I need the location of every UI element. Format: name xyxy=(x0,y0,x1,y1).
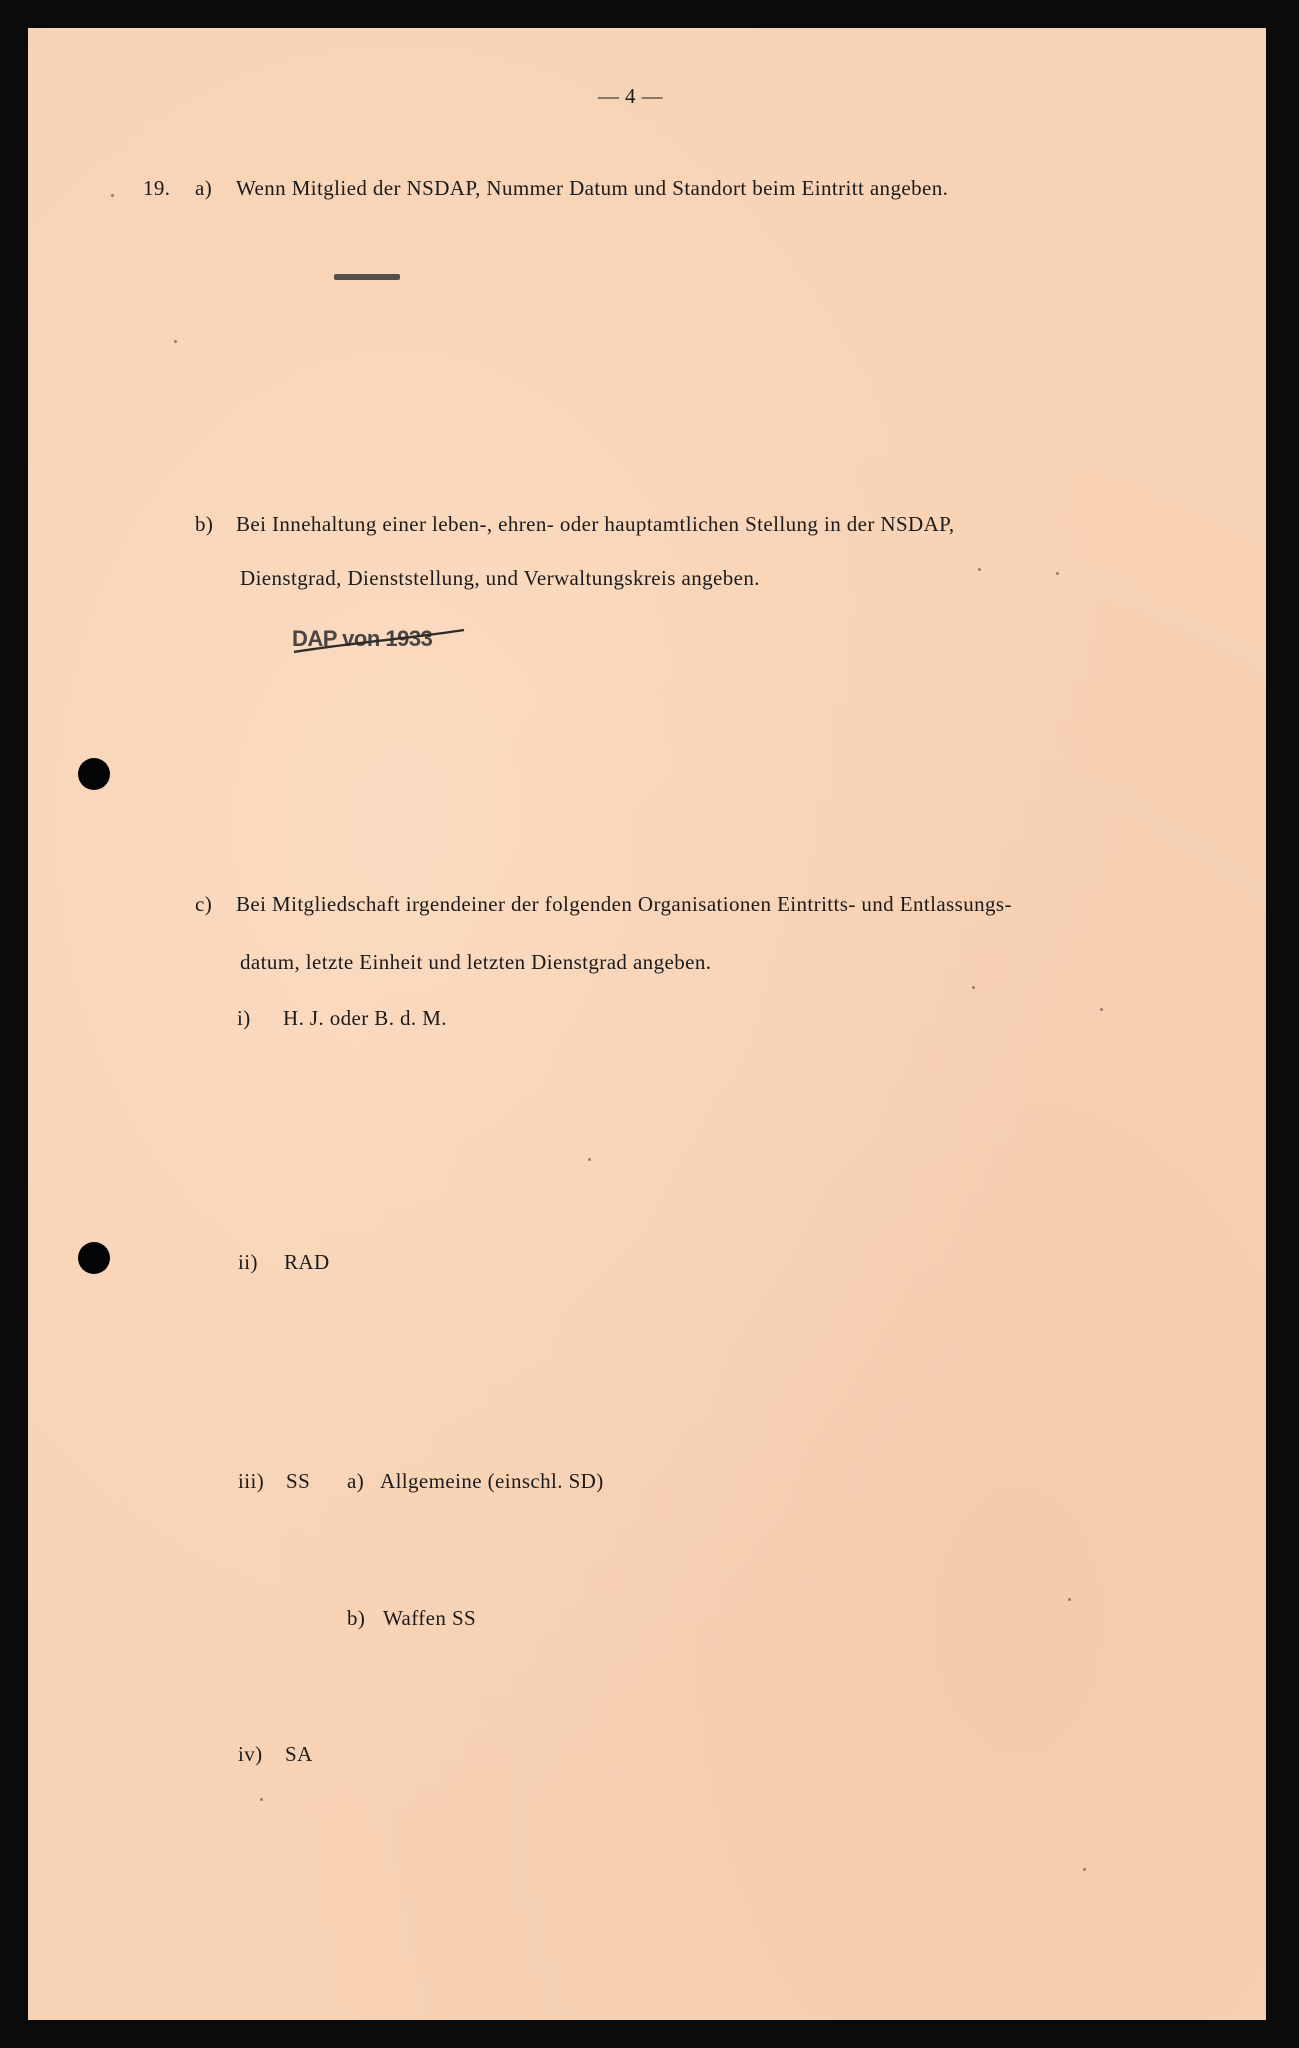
question-b-line1: Bei Innehaltung einer leben-, ehren- oder hauptamtlichen Stellung in der NSDAP, xyxy=(236,512,955,536)
punch-hole-top xyxy=(78,758,110,790)
paper-speck xyxy=(1068,1598,1071,1601)
paper-speck xyxy=(260,1798,263,1801)
question-b-line2: Dienstgrad, Dienststellung, und Verwaltungskreis angeben. xyxy=(240,566,760,590)
paper-speck xyxy=(1083,1868,1086,1871)
item-iv-text: SA xyxy=(285,1742,313,1766)
paper-speck xyxy=(588,1158,591,1161)
item-i-text: H. J. oder B. d. M. xyxy=(283,1006,447,1030)
item-ii-text: RAD xyxy=(284,1250,330,1274)
typed-answer-b xyxy=(272,618,482,666)
question-a-text: Wenn Mitglied der NSDAP, Nummer Datum und Standort beim Eintritt angeben. xyxy=(236,176,949,200)
item-iv-label: iv) xyxy=(238,1742,263,1766)
page-number: — 4 — xyxy=(598,84,663,108)
paper-speck xyxy=(1100,1008,1103,1011)
item-iii-a-label: a) xyxy=(347,1469,365,1493)
question-c-line1: Bei Mitgliedschaft irgendeiner der folgenden Organisationen Eintritts- und Entlassungs- xyxy=(236,892,1012,916)
item-iii-a-text: Allgemeine (einschl. SD) xyxy=(380,1469,604,1493)
answer-a-dash xyxy=(334,274,400,280)
question-c-line2: datum, letzte Einheit und letzten Dienstgrad angeben. xyxy=(240,950,712,974)
paper-speck xyxy=(972,986,975,989)
strike-through-line xyxy=(272,618,482,666)
item-ii-label: ii) xyxy=(238,1250,258,1274)
paper-speck xyxy=(174,340,177,343)
question-number: 19. xyxy=(143,176,171,200)
item-i-label: i) xyxy=(237,1006,251,1030)
item-iii-text: SS xyxy=(286,1469,311,1493)
question-c-label: c) xyxy=(195,892,213,916)
paper-speck xyxy=(1056,572,1059,575)
answer-b-text: DAP von 1933 xyxy=(292,626,433,651)
paper-speck xyxy=(978,568,981,571)
item-iii-b-label: b) xyxy=(347,1606,366,1630)
item-iii-b-text: Waffen SS xyxy=(383,1606,477,1630)
question-b-label: b) xyxy=(195,512,214,536)
punch-hole-bottom xyxy=(78,1242,110,1274)
question-a-label: a) xyxy=(195,176,213,200)
item-iii-label: iii) xyxy=(238,1469,265,1493)
paper-speck xyxy=(111,194,114,197)
document-page xyxy=(28,28,1266,2020)
